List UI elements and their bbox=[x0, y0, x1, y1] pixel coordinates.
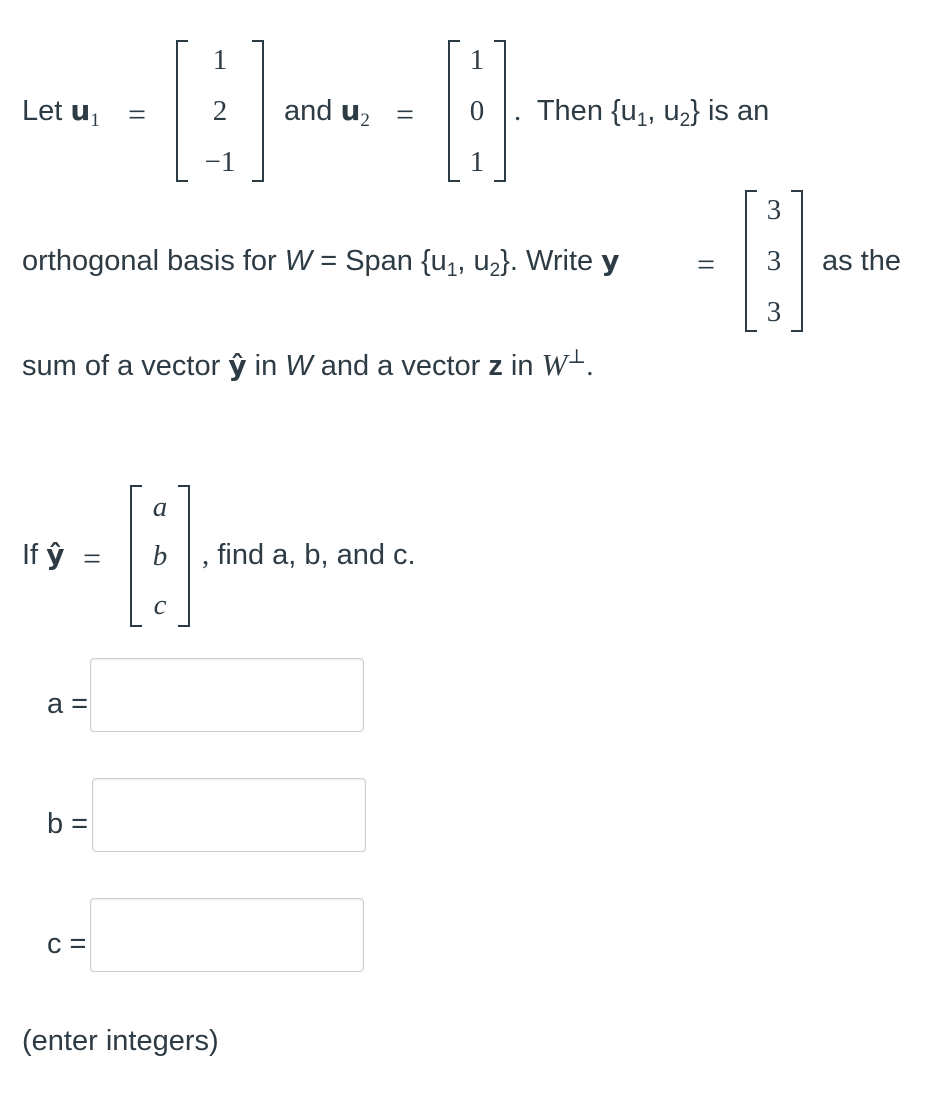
then-text: Then {u bbox=[536, 95, 637, 127]
orthogonal-text: orthogonal basis for bbox=[22, 245, 285, 277]
vector-z-text: and a vector bbox=[312, 350, 489, 382]
yhat-entry-b: b bbox=[152, 540, 168, 572]
line2-text bbox=[22, 244, 620, 281]
y-symbol: y bbox=[601, 244, 620, 277]
yhat-symbol: ŷ bbox=[228, 349, 247, 382]
u2-entry-1: 1 bbox=[469, 44, 485, 76]
u1-symbol: u bbox=[70, 94, 91, 127]
line3-period: . bbox=[586, 350, 594, 382]
comma: , bbox=[202, 539, 210, 571]
yhat-symbol-2: ŷ bbox=[46, 538, 65, 571]
answer-a-label: a = bbox=[47, 688, 89, 720]
answer-b-label: b = bbox=[47, 808, 89, 840]
as-the-text: as the bbox=[822, 245, 901, 277]
equals-sign-3: = bbox=[697, 246, 716, 282]
perp-symbol: ⊥ bbox=[567, 346, 587, 368]
u2-subscript: 2 bbox=[360, 110, 370, 131]
u1-entry-3: −1 bbox=[204, 146, 236, 178]
u2-entry-3: 1 bbox=[469, 146, 485, 178]
then-sub1: 1 bbox=[636, 110, 648, 131]
y-entry-1: 3 bbox=[766, 194, 782, 226]
Wperp-symbol: W bbox=[541, 347, 568, 382]
u2-entry-2: 0 bbox=[469, 95, 485, 127]
is-an-text: } is an bbox=[690, 95, 770, 127]
yhat-matrix bbox=[130, 485, 190, 627]
and-text: and bbox=[284, 95, 333, 127]
if-text: If bbox=[22, 539, 39, 571]
answer-c-label: c = bbox=[47, 928, 87, 960]
span-comma: , u bbox=[457, 245, 490, 277]
answer-a-input[interactable] bbox=[90, 658, 364, 732]
yhat-entry-c: c bbox=[153, 589, 167, 621]
then-comma: , u bbox=[647, 95, 680, 127]
let-text: Let bbox=[22, 95, 63, 127]
in-text-1: in bbox=[246, 350, 286, 382]
u1-entry-1: 1 bbox=[212, 44, 228, 76]
span-sub2: 2 bbox=[489, 260, 501, 281]
span-sub1: 1 bbox=[446, 260, 458, 281]
equals-sign-2: = bbox=[396, 96, 415, 132]
answer-c-input[interactable] bbox=[90, 898, 364, 972]
then-sub2: 2 bbox=[679, 110, 691, 131]
period: . bbox=[514, 95, 522, 127]
line3-text bbox=[22, 346, 594, 382]
answer-b-input[interactable] bbox=[92, 778, 366, 852]
line1-let bbox=[22, 94, 100, 131]
u1-entry-2: 2 bbox=[212, 95, 228, 127]
equals-sign-4: = bbox=[83, 540, 102, 576]
z-symbol: z bbox=[488, 350, 503, 382]
line4-find bbox=[202, 541, 416, 570]
y-entry-3: 3 bbox=[766, 296, 782, 328]
yhat-entry-a: a bbox=[152, 491, 168, 523]
equals-sign-1: = bbox=[128, 96, 147, 132]
u2-symbol: u bbox=[340, 94, 361, 127]
enter-integers-note: (enter integers) bbox=[22, 1025, 219, 1057]
write-text: }. Write bbox=[500, 245, 602, 277]
W-symbol: W bbox=[284, 245, 313, 277]
line4-if bbox=[22, 538, 65, 571]
in-text-2: in bbox=[502, 350, 542, 382]
line1-and bbox=[284, 94, 370, 131]
W-symbol-2: W bbox=[285, 350, 313, 382]
span-text: = Span {u bbox=[312, 245, 447, 277]
u2-matrix bbox=[448, 40, 506, 182]
y-entry-2: 3 bbox=[766, 245, 782, 277]
sum-text: sum of a vector bbox=[22, 350, 229, 382]
u1-matrix bbox=[176, 40, 264, 182]
u1-subscript: 1 bbox=[90, 110, 100, 131]
line1-then bbox=[514, 95, 770, 131]
y-matrix bbox=[745, 190, 803, 332]
find-text: find a, b, and c. bbox=[217, 539, 416, 571]
